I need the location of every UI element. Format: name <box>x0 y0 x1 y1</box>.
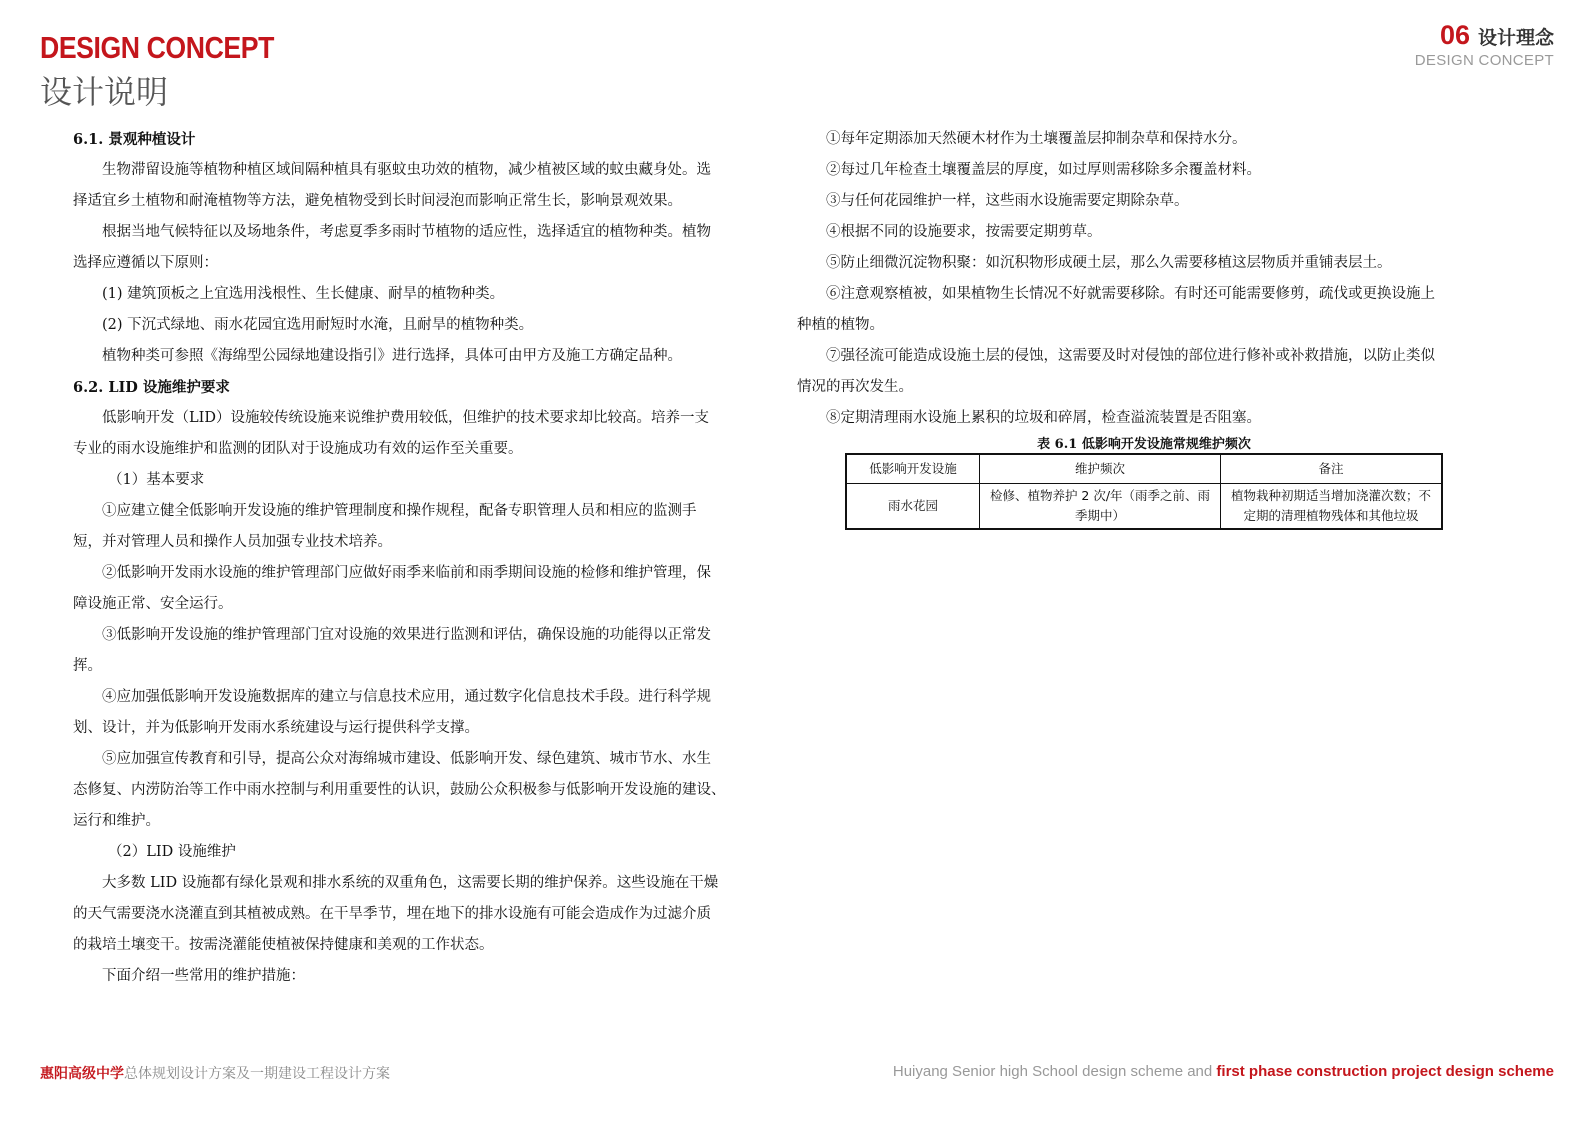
list-item: ③低影响开发设施的维护管理部门宜对设施的效果进行监测和评估，确保设施的功能得以正常发 <box>102 627 711 643</box>
paragraph-line: 障设施正常、安全运行。 <box>73 596 233 612</box>
footer-school-name: 惠阳高级中学 <box>40 1066 124 1082</box>
paragraph-line: 生物滞留设施等植物种植区域间隔种植具有驱蚊虫功效的植物，减少植被区域的蚊虫藏身处。选 <box>102 162 711 178</box>
subsection-heading: （2）LID 设施维护 <box>108 844 236 860</box>
paragraph-line: 专业的雨水设施维护和监测的团队对于设施成功有效的运作至关重要。 <box>73 441 523 457</box>
paragraph-line: 运行和维护。 <box>73 813 160 829</box>
list-item: ⑧定期清理雨水设施上累积的垃圾和碎屑，检查溢流装置是否阻塞。 <box>826 410 1261 426</box>
section-heading: 6.2. LID 设施维护要求 <box>73 379 230 396</box>
paragraph-line: 挥。 <box>73 658 102 674</box>
footer-en-strong: first phase construction project design scheme <box>1216 1063 1554 1080</box>
table-cell: 雨水花园 <box>846 484 980 530</box>
paragraph-line: 短，并对管理人员和操作人员加强专业技术培养。 <box>73 534 392 550</box>
paragraph-line: 择适宜乡土植物和耐淹植物等方法，避免植物受到长时间浸泡而影响正常生长，影响景观效果。 <box>73 193 682 209</box>
paragraph-line: 种植的植物。 <box>797 317 884 333</box>
left-text-column <box>73 124 770 992</box>
list-item: (2) 下沉式绿地、雨水花园宜选用耐短时水淹，且耐旱的植物种类。 <box>102 317 534 333</box>
table-header-cell: 备注 <box>1221 454 1443 484</box>
list-item: ②每过几年检查土壤覆盖层的厚度，如过厚则需移除多余覆盖材料。 <box>826 162 1261 178</box>
table-row <box>846 484 1442 530</box>
paragraph-line: 态修复、内涝防治等工作中雨水控制与利用重要性的认识，鼓励公众积极参与低影响开发设施的建设、 <box>73 782 726 798</box>
chapter-heading <box>1415 20 1554 69</box>
paragraph-line: 的栽培土壤变干。按需浇灌能使植被保持健康和美观的工作状态。 <box>73 937 494 953</box>
maintenance-table <box>845 453 1443 530</box>
footer-project-name-en <box>893 1063 1554 1080</box>
table-caption: 表 6.1 低影响开发设施常规维护频次 <box>1037 437 1251 452</box>
table-header-row <box>846 454 1442 484</box>
table-header-cell: 低影响开发设施 <box>846 454 980 484</box>
page-title-cn: 设计说明 <box>40 73 169 111</box>
table-header-cell: 维护频次 <box>980 454 1221 484</box>
subsection-heading: （1）基本要求 <box>108 472 205 488</box>
paragraph-line: 植物种类可参照《海绵型公园绿地建设指引》进行选择，具体可由甲方及施工方确定品种。 <box>102 348 682 364</box>
footer-project-desc: 总体规划设计方案及一期建设工程设计方案 <box>124 1066 390 1082</box>
footer-en-plain: Huiyang Senior high School design scheme and <box>892 1063 1217 1080</box>
paragraph-line: 大多数 LID 设施都有绿化景观和排水系统的双重角色，这需要长期的维护保养。这些设施在干燥 <box>102 875 719 891</box>
chapter-title-cn: 设计理念 <box>1477 27 1554 49</box>
table-cell: 检修、植物养护 2 次/年（雨季之前、雨季期中） <box>980 484 1221 530</box>
paragraph-line: 情况的再次发生。 <box>797 379 913 395</box>
list-item: ③与任何花园维护一样，这些雨水设施需要定期除杂草。 <box>826 193 1189 209</box>
footer-project-name <box>40 1063 390 1083</box>
list-item: ⑦强径流可能造成设施土层的侵蚀，这需要及时对侵蚀的部位进行修补或补救措施，以防止类似 <box>826 348 1435 364</box>
page-title-en: DESIGN CONCEPT <box>40 30 274 65</box>
paragraph-line: 下面介绍一些常用的维护措施： <box>102 968 305 984</box>
list-item: ④根据不同的设施要求，按需要定期剪草。 <box>826 224 1102 240</box>
table-cell: 植物栽种初期适当增加浇灌次数；不定期的清理植物残体和其他垃圾 <box>1221 484 1443 530</box>
paragraph-line: 的天气需要浇水浇灌直到其植被成熟。在干旱季节，埋在地下的排水设施有可能会造成作为过滤介质 <box>73 906 711 922</box>
section-heading: 6.1. 景观种植设计 <box>73 131 196 148</box>
chapter-title-en: DESIGN CONCEPT <box>1414 52 1554 69</box>
paragraph-line: 划、设计，并为低影响开发雨水系统建设与运行提供科学支撑。 <box>73 720 479 736</box>
list-item: ①每年定期添加天然硬木材作为土壤覆盖层抑制杂草和保持水分。 <box>826 131 1247 147</box>
paragraph-line: 根据当地气候特征以及场地条件，考虑夏季多雨时节植物的适应性，选择适宜的植物种类。植物 <box>102 224 711 240</box>
list-item: ⑤应加强宣传教育和引导，提高公众对海绵城市建设、低影响开发、绿色建筑、城市节水、水生 <box>102 751 711 767</box>
list-item: ①应建立健全低影响开发设施的维护管理制度和操作规程，配备专职管理人员和相应的监测手 <box>102 503 697 519</box>
paragraph-line: 选择应遵循以下原则： <box>73 255 218 271</box>
list-item: ④应加强低影响开发设施数据库的建立与信息技术应用，通过数字化信息技术手段。进行科学规 <box>102 689 711 705</box>
list-item: (1) 建筑顶板之上宜选用浅根性、生长健康、耐旱的植物种类。 <box>102 286 505 302</box>
list-item: ②低影响开发雨水设施的维护管理部门应做好雨季来临前和雨季期间设施的检修和维护管理，保 <box>102 565 711 581</box>
chapter-number: 06 <box>1439 20 1470 50</box>
paragraph-line: 低影响开发（LID）设施较传统设施来说维护费用较低，但维护的技术要求却比较高。培养一支 <box>102 410 709 426</box>
right-text-column <box>797 124 1497 434</box>
list-item: ⑥注意观察植被，如果植物生长情况不好就需要移除。有时还可能需要修剪，疏伐或更换设施上 <box>826 286 1435 302</box>
list-item: ⑤防止细微沉淀物积聚：如沉积物形成硬土层，那么久需要移植这层物质并重铺表层土。 <box>826 255 1392 271</box>
